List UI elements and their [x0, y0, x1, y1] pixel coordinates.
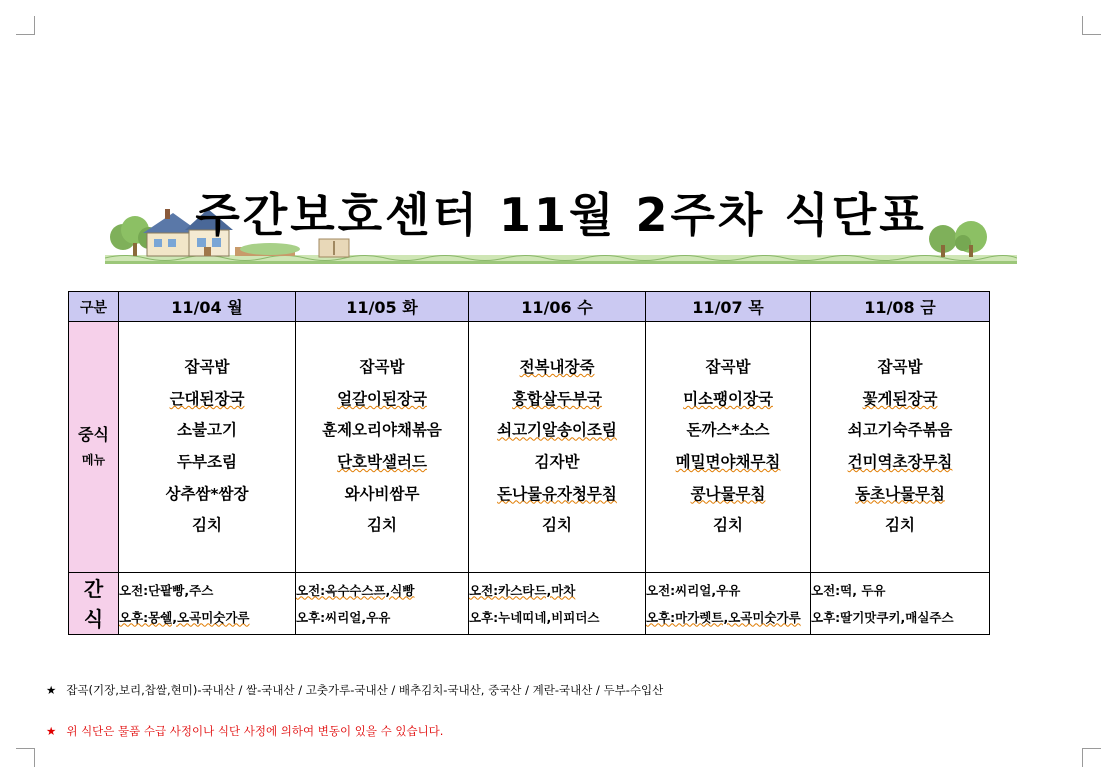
menu-item: 미소팽이장국 — [683, 389, 773, 408]
snack-afternoon: 오후:몽쉘,오곡미숫가루 — [119, 609, 250, 625]
snack-morning: 오전:카스타드,마차 — [469, 582, 576, 598]
menu-item: 잡곡밥 — [359, 358, 405, 377]
menu-item: 상추쌈*쌈장 — [165, 484, 249, 503]
change-notice — [46, 723, 443, 739]
snack-cell — [811, 573, 990, 635]
page-corner-mark — [16, 748, 35, 767]
menu-item: 쇠고기숙주볶음 — [847, 421, 953, 440]
menu-item: 쇠고기알송이조림 — [497, 421, 617, 440]
page-corner-mark — [1082, 16, 1101, 35]
menu-item: 건미역초장무침 — [847, 453, 953, 471]
menu-item: 동초나물무침 — [855, 484, 945, 503]
lunch-cell — [469, 322, 646, 573]
menu-item: 소불고기 — [177, 421, 237, 440]
snack-afternoon: 오후:누네띠네,비피더스 — [469, 609, 600, 625]
snack-label — [69, 573, 119, 635]
snack-morning: 오전:옥수수스프,식빵 — [296, 582, 415, 598]
menu-item: 메밀면야채무침 — [675, 453, 781, 471]
menu-item: 와사비쌈무 — [344, 484, 420, 503]
title-banner — [105, 175, 1017, 270]
menu-item: 전복내장죽 — [519, 358, 595, 377]
snack-afternoon: 오후:마가렛트,오곡미숫가루 — [646, 609, 801, 625]
lunch-row — [69, 322, 990, 573]
corner-label: 구분 — [69, 292, 119, 322]
day-header: 11/05 화 — [296, 292, 469, 322]
menu-item: 김치 — [192, 516, 222, 535]
snack-cell — [646, 573, 811, 635]
origin-note-text: 잡곡(기장,보리,찹쌀,현미)-국내산 / 쌀-국내산 / 고춧가루-국내산 / 배추김치-국내산, 중국산 / 계란-국내산 / 두부-수입산 — [66, 683, 664, 697]
snack-row — [69, 573, 990, 635]
snack-morning: 오전:씨리얼,우유 — [646, 582, 741, 598]
origin-note — [46, 682, 663, 698]
menu-item: 김치 — [367, 516, 397, 535]
menu-item: 김치 — [885, 516, 915, 535]
star-icon: ★ — [46, 724, 57, 738]
menu-item: 꽃게된장국 — [862, 389, 938, 408]
page-corner-mark — [1082, 748, 1101, 767]
day-header: 11/06 수 — [469, 292, 646, 322]
menu-item: 훈제오리야채볶음 — [322, 421, 442, 440]
menu-item: 얼갈이된장국 — [337, 389, 427, 408]
snack-cell — [119, 573, 296, 635]
day-header: 11/08 금 — [811, 292, 990, 322]
lunch-cell — [296, 322, 469, 573]
menu-item: 김치 — [542, 516, 572, 535]
change-notice-text: 위 식단은 물품 수급 사정이나 식단 사정에 의하여 변동이 있을 수 있습니다. — [66, 724, 444, 738]
menu-item: 김자반 — [534, 453, 580, 471]
header-row — [69, 292, 990, 322]
snack-morning: 오전:단팥빵,주스 — [119, 582, 214, 598]
snack-afternoon: 오후:씨리얼,우유 — [296, 609, 391, 625]
lunch-cell — [119, 322, 296, 573]
menu-item: 돈까스*소스 — [686, 421, 770, 440]
snack-label-text: 간 — [83, 576, 104, 601]
menu-item: 단호박샐러드 — [337, 453, 427, 471]
menu-item: 돈나물유자청무침 — [497, 484, 617, 503]
menu-item: 두부조림 — [177, 453, 237, 471]
menu-item: 잡곡밥 — [705, 358, 751, 377]
day-header: 11/07 목 — [646, 292, 811, 322]
menu-item: 잡곡밥 — [184, 358, 230, 377]
lunch-label-text: 중식 — [78, 425, 109, 444]
page-corner-mark — [16, 16, 35, 35]
snack-cell — [469, 573, 646, 635]
lunch-label — [69, 322, 119, 573]
page-title: 주간보호센터 11월 2주차 식단표 — [195, 188, 927, 242]
snack-morning: 오전:떡, 두유 — [811, 582, 886, 598]
lunch-label-subtext: 메뉴 — [81, 453, 106, 467]
menu-item: 홍합살두부국 — [512, 389, 602, 408]
snack-cell — [296, 573, 469, 635]
lunch-cell — [811, 322, 990, 573]
menu-item: 콩나물무침 — [690, 484, 766, 503]
snack-afternoon: 오후:딸기맛쿠키,매실주스 — [811, 609, 954, 625]
day-header: 11/04 월 — [119, 292, 296, 322]
menu-item: 근대된장국 — [169, 389, 245, 408]
menu-item: 김치 — [713, 516, 743, 535]
snack-label-text: 식 — [83, 606, 104, 631]
star-icon: ★ — [46, 683, 57, 697]
menu-item: 잡곡밥 — [877, 358, 923, 377]
lunch-cell — [646, 322, 811, 573]
menu-table — [68, 291, 990, 635]
